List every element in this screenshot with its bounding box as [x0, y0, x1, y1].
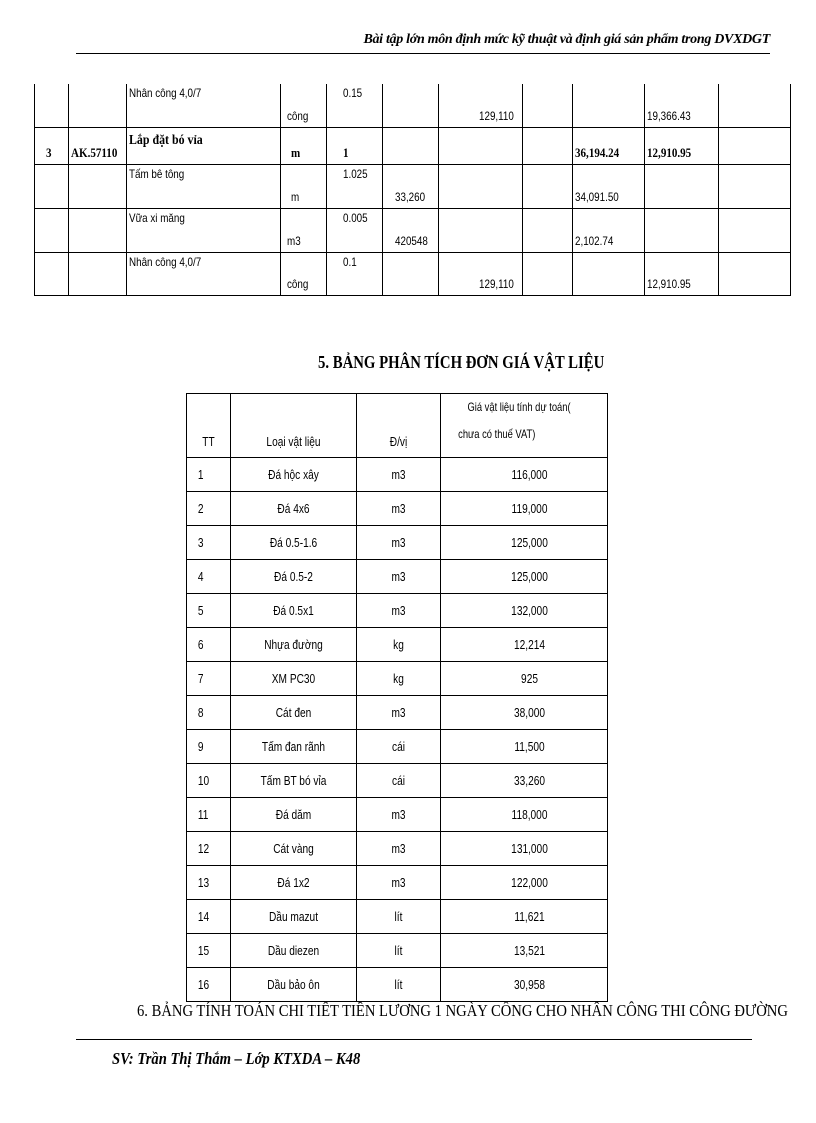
cost-value-unit: m: [291, 190, 300, 204]
cost-value-price-labor: 129,110: [479, 277, 514, 291]
material-row: [187, 526, 608, 560]
material-cell-tt: 10: [187, 764, 231, 798]
cost-cell-c11: [719, 209, 791, 253]
material-row: [187, 594, 608, 628]
cost-breakdown-table: [34, 84, 791, 296]
cost-value-total-labor: 12,910.95: [647, 145, 692, 160]
cost-cell-price-labor: [439, 128, 523, 165]
header-price: Giá vật liệu tính dự toán( chưa có thuế VAT): [441, 394, 608, 458]
cost-value-qty: 0.15: [343, 86, 363, 100]
material-cell-name: XM PC30: [231, 662, 357, 696]
material-cell-tt: 11: [187, 798, 231, 832]
material-cell-unit: m3: [357, 526, 441, 560]
material-cell-unit: cái: [357, 764, 441, 798]
material-cell-tt: 2: [187, 492, 231, 526]
material-cell-unit: kg: [357, 662, 441, 696]
material-row: [187, 628, 608, 662]
material-cell-name: Tấm BT bó vỉa: [231, 764, 357, 798]
cost-value-total-material: 2,102.74: [575, 234, 614, 248]
cost-cell-unit: [281, 209, 327, 253]
material-price-table: [186, 393, 608, 1002]
cost-cell-total-labor: [645, 84, 719, 128]
cost-cell-c8: [523, 253, 573, 296]
material-row: [187, 764, 608, 798]
material-cell-unit: m3: [357, 832, 441, 866]
material-cell-name: Cát đen: [231, 696, 357, 730]
cost-value-total-material: 36,194.24: [575, 145, 620, 160]
cost-cell-total-labor: [645, 209, 719, 253]
cost-cell-code: [69, 84, 127, 128]
material-cell-unit: m3: [357, 866, 441, 900]
cost-cell-price-labor: [439, 209, 523, 253]
material-row: [187, 458, 608, 492]
material-cell-price: 131,000: [441, 832, 608, 866]
cost-cell-price-material: [383, 84, 439, 128]
material-cell-unit: m3: [357, 492, 441, 526]
material-cell-price: 116,000: [441, 458, 608, 492]
material-row: [187, 968, 608, 1002]
footer-student-info: SV: Trần Thị Thắm – Lớp KTXDA – K48: [112, 1049, 361, 1068]
cost-value-stt: 3: [46, 145, 52, 160]
material-cell-tt: 12: [187, 832, 231, 866]
material-cell-name: Đá hộc xây: [231, 458, 357, 492]
cost-cell-price-labor: [439, 84, 523, 128]
cost-cell-total-material: [573, 209, 645, 253]
cost-value-qty: 1.025: [343, 167, 368, 181]
cost-cell-stt: [35, 165, 69, 209]
cost-cell-name: [127, 165, 281, 209]
material-row: [187, 560, 608, 594]
cost-cell-c8: [523, 209, 573, 253]
cost-cell-price-labor: [439, 253, 523, 296]
cost-value-qty: 1: [343, 145, 349, 160]
cost-cell-name: [127, 84, 281, 128]
material-row: [187, 696, 608, 730]
cost-value-name: Vữa xi măng: [129, 211, 185, 225]
material-row: [187, 662, 608, 696]
material-cell-tt: 13: [187, 866, 231, 900]
material-cell-unit: lít: [357, 934, 441, 968]
cost-value-price-labor: 129,110: [479, 109, 514, 123]
material-cell-tt: 5: [187, 594, 231, 628]
cost-value-name: Nhân công 4,0/7: [129, 255, 202, 269]
material-cell-unit: m3: [357, 594, 441, 628]
material-row: [187, 730, 608, 764]
material-cell-price: 33,260: [441, 764, 608, 798]
cost-cell-c11: [719, 253, 791, 296]
cost-value-total-labor: 19,366.43: [647, 109, 691, 123]
cost-cell-stt: [35, 253, 69, 296]
cost-value-price-material: 420548: [395, 234, 428, 248]
cost-value-qty: 0.005: [343, 211, 368, 225]
material-row: [187, 866, 608, 900]
cost-cell-total-material: [573, 128, 645, 165]
cost-value-unit: m: [291, 145, 301, 160]
cost-cell-total-labor: [645, 253, 719, 296]
cost-cell-stt: [35, 128, 69, 165]
material-cell-name: Đá dăm: [231, 798, 357, 832]
cost-cell-price-material: [383, 209, 439, 253]
cost-cell-qty: [327, 84, 383, 128]
material-row: [187, 798, 608, 832]
section-6-title: 6. BẢNG TÍNH TOÁN CHI TIẾT TIỀN LƯƠNG 1 NGÀY CÔNG CHO NHÂN CÔNG THI CÔNG ĐƯỜNG: [137, 1001, 788, 1020]
header-material-name: Loại vật liệu: [231, 394, 357, 458]
section-5-title: 5. BẢNG PHÂN TÍCH ĐƠN GIÁ VẬT LIỆU: [318, 352, 605, 372]
cost-cell-total-material: [573, 165, 645, 209]
cost-cell-c11: [719, 84, 791, 128]
cost-value-name: Nhân công 4,0/7: [129, 86, 202, 100]
material-cell-name: Tấm đan rãnh: [231, 730, 357, 764]
material-cell-tt: 14: [187, 900, 231, 934]
material-table-header: [187, 394, 608, 458]
cost-row: [35, 165, 791, 209]
material-cell-tt: 1: [187, 458, 231, 492]
material-cell-name: Đá 1x2: [231, 866, 357, 900]
cost-cell-c8: [523, 128, 573, 165]
material-cell-price: 11,500: [441, 730, 608, 764]
cost-value-unit: công: [287, 277, 309, 291]
page-header-title: Bài tập lớn môn định mức kỹ thuật và định giá sản phẩm trong DVXDGT: [363, 32, 770, 47]
cost-cell-unit: [281, 165, 327, 209]
material-cell-price: 125,000: [441, 560, 608, 594]
cost-value-qty: 0.1: [343, 255, 357, 269]
footer-divider: [76, 1039, 752, 1040]
material-cell-name: Dầu mazut: [231, 900, 357, 934]
cost-cell-price-material: [383, 128, 439, 165]
material-cell-price: 118,000: [441, 798, 608, 832]
material-cell-tt: 6: [187, 628, 231, 662]
cost-value-code: AK.57110: [71, 145, 118, 160]
cost-cell-price-material: [383, 253, 439, 296]
material-cell-unit: cái: [357, 730, 441, 764]
cost-cell-total-material: [573, 84, 645, 128]
material-cell-name: Đá 0.5x1: [231, 594, 357, 628]
cost-row: [35, 209, 791, 253]
cost-cell-unit: [281, 128, 327, 165]
cost-value-total-labor: 12,910.95: [647, 277, 691, 291]
material-cell-name: Đá 4x6: [231, 492, 357, 526]
cost-row: [35, 128, 791, 165]
material-cell-price: 125,000: [441, 526, 608, 560]
material-cell-tt: 3: [187, 526, 231, 560]
cost-cell-c11: [719, 128, 791, 165]
cost-cell-unit: [281, 84, 327, 128]
material-cell-tt: 9: [187, 730, 231, 764]
material-row: [187, 492, 608, 526]
material-cell-name: Dầu diezen: [231, 934, 357, 968]
cost-cell-qty: [327, 253, 383, 296]
cost-cell-unit: [281, 253, 327, 296]
cost-cell-price-labor: [439, 165, 523, 209]
material-row: [187, 832, 608, 866]
material-cell-unit: m3: [357, 560, 441, 594]
cost-cell-code: [69, 128, 127, 165]
cost-cell-stt: [35, 84, 69, 128]
material-cell-tt: 16: [187, 968, 231, 1002]
material-cell-unit: m3: [357, 458, 441, 492]
material-cell-unit: m3: [357, 798, 441, 832]
cost-cell-c8: [523, 165, 573, 209]
material-cell-price: 925: [441, 662, 608, 696]
material-cell-unit: m3: [357, 696, 441, 730]
cost-cell-name: [127, 209, 281, 253]
cost-row: [35, 253, 791, 296]
cost-cell-code: [69, 209, 127, 253]
cost-value-name: Lắp đặt bó vỉa: [129, 133, 203, 148]
material-cell-price: 12,214: [441, 628, 608, 662]
material-cell-unit: lít: [357, 900, 441, 934]
cost-value-unit: công: [287, 109, 309, 123]
cost-cell-code: [69, 253, 127, 296]
material-row: [187, 934, 608, 968]
material-cell-price: 30,958: [441, 968, 608, 1002]
cost-cell-total-labor: [645, 128, 719, 165]
cost-cell-c8: [523, 84, 573, 128]
cost-cell-name: [127, 253, 281, 296]
material-cell-tt: 7: [187, 662, 231, 696]
cost-value-total-material: 34,091.50: [575, 190, 619, 204]
cost-cell-total-material: [573, 253, 645, 296]
header-divider: [76, 53, 770, 54]
material-cell-tt: 8: [187, 696, 231, 730]
material-cell-tt: 15: [187, 934, 231, 968]
material-cell-unit: lít: [357, 968, 441, 1002]
material-cell-price: 132,000: [441, 594, 608, 628]
cost-cell-c11: [719, 165, 791, 209]
material-cell-price: 119,000: [441, 492, 608, 526]
material-cell-name: Đá 0.5-1.6: [231, 526, 357, 560]
material-cell-tt: 4: [187, 560, 231, 594]
cost-value-name: Tấm bê tông: [129, 167, 185, 181]
material-cell-price: 122,000: [441, 866, 608, 900]
material-cell-name: Đá 0.5-2: [231, 560, 357, 594]
material-cell-name: Dầu bảo ôn: [231, 968, 357, 1002]
header-unit: Đ/vị: [357, 394, 441, 458]
material-cell-unit: kg: [357, 628, 441, 662]
cost-cell-stt: [35, 209, 69, 253]
cost-cell-qty: [327, 209, 383, 253]
material-cell-name: Cát vàng: [231, 832, 357, 866]
material-cell-price: 38,000: [441, 696, 608, 730]
material-cell-price: 13,521: [441, 934, 608, 968]
cost-value-price-material: 33,260: [395, 190, 426, 204]
cost-cell-qty: [327, 128, 383, 165]
cost-cell-qty: [327, 165, 383, 209]
material-cell-price: 11,621: [441, 900, 608, 934]
cost-cell-code: [69, 165, 127, 209]
cost-row: [35, 84, 791, 128]
cost-cell-total-labor: [645, 165, 719, 209]
cost-cell-name: [127, 128, 281, 165]
cost-value-unit: m3: [287, 234, 301, 248]
material-cell-name: Nhựa đường: [231, 628, 357, 662]
cost-cell-price-material: [383, 165, 439, 209]
header-tt: TT: [187, 394, 231, 458]
material-row: [187, 900, 608, 934]
